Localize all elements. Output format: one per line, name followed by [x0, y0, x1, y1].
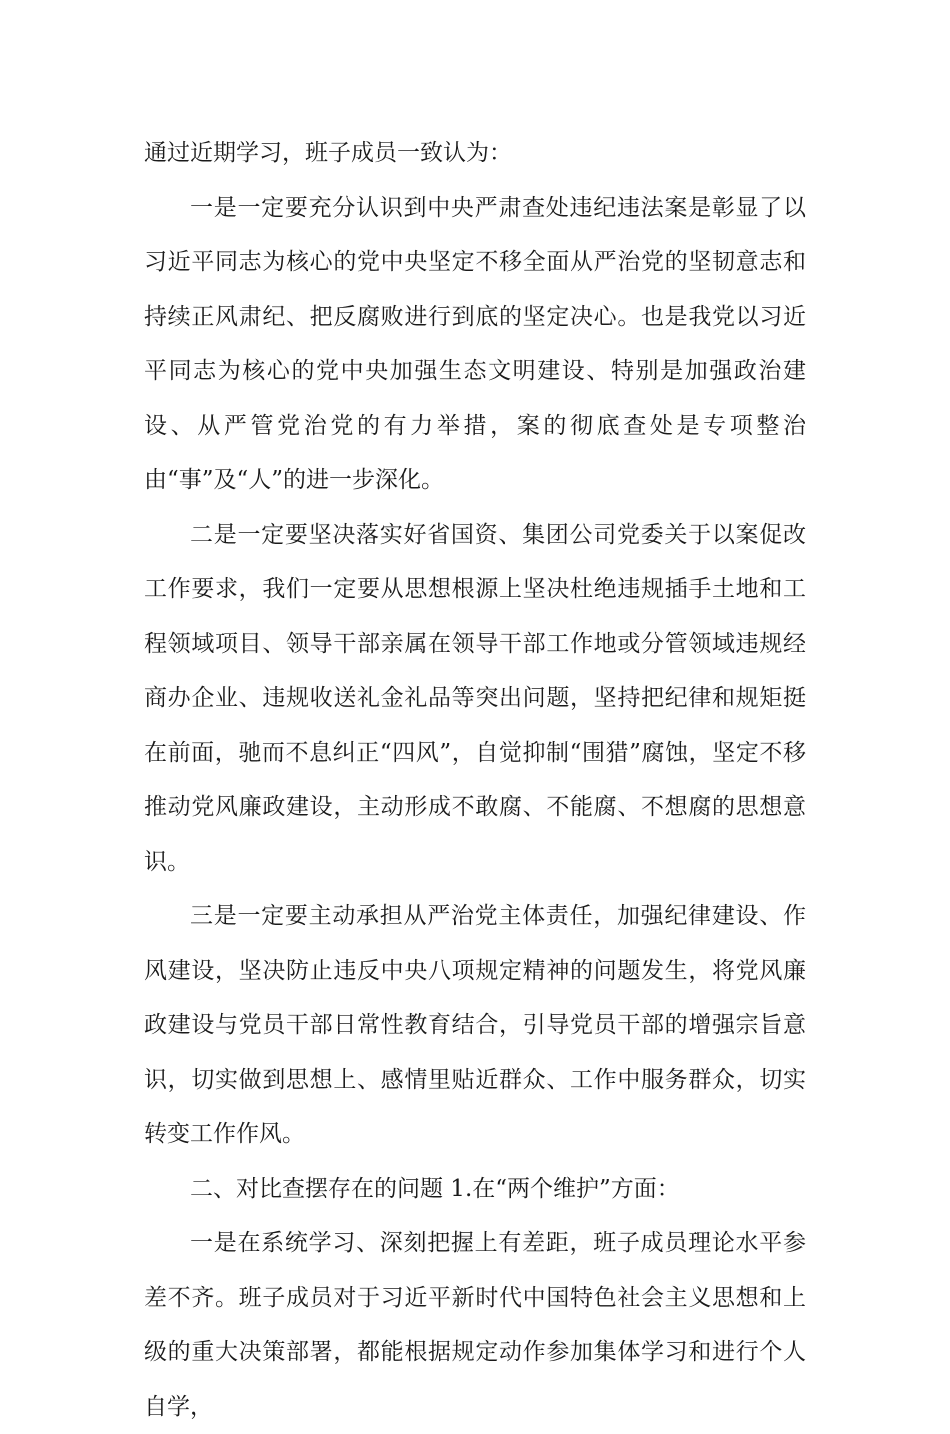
document-body: [144, 126, 806, 1434]
section-heading: 二、对比查摆存在的问题 1.在“两个维护”方面：: [190, 1175, 680, 1202]
point-one-paragraph: 一是一定要充分认识到中央严肃查处违纪违法案是彰显了以习近平同志为核心的党中央坚定不移全面从严治党的坚韧意志和持续正风肃纪、把反腐败进行到底的坚定决心。也是我党以习近平同志为核心的党中央加强生态文明建设、特别是加强政治建设、从严管党治党的有力举措，案的彻底查处是专项整治由“事”及“人”的进一步深化。: [144, 194, 806, 493]
intro-paragraph: 通过近期学习，班子成员一致认为：: [144, 140, 512, 166]
point-two-paragraph: 二是一定要坚决落实好省国资、集团公司党委关于以案促改工作要求，我们一定要从思想根源上坚决杜绝违规插手土地和工程领域项目、领导干部亲属在领导干部工作地或分管领域违规经商办企业、违规收送礼金礼品等突出问题，坚持把纪律和规矩挺在前面，驰而不息纠正“四风”，自觉抑制“围猎”腐蚀，坚定不移推动党风廉政建设，主动形成不敢腐、不能腐、不想腐的思想意识。: [144, 521, 806, 875]
issue-one-paragraph: 一是在系统学习、深刻把握上有差距，班子成员理论水平参差不齐。班子成员对于习近平新时代中国特色社会主义思想和上级的重大决策部署，都能根据规定动作参加集体学习和进行个人自学，: [144, 1230, 806, 1420]
point-three-paragraph: 三是一定要主动承担从严治党主体责任，加强纪律建设、作风建设，坚决防止违反中央八项规定精神的问题发生，将党风廉政建设与党员干部日常性教育结合，引导党员干部的增强宗旨意识，切实做到思想上、感情里贴近群众、工作中服务群众，切实转变工作作风。: [144, 903, 806, 1147]
